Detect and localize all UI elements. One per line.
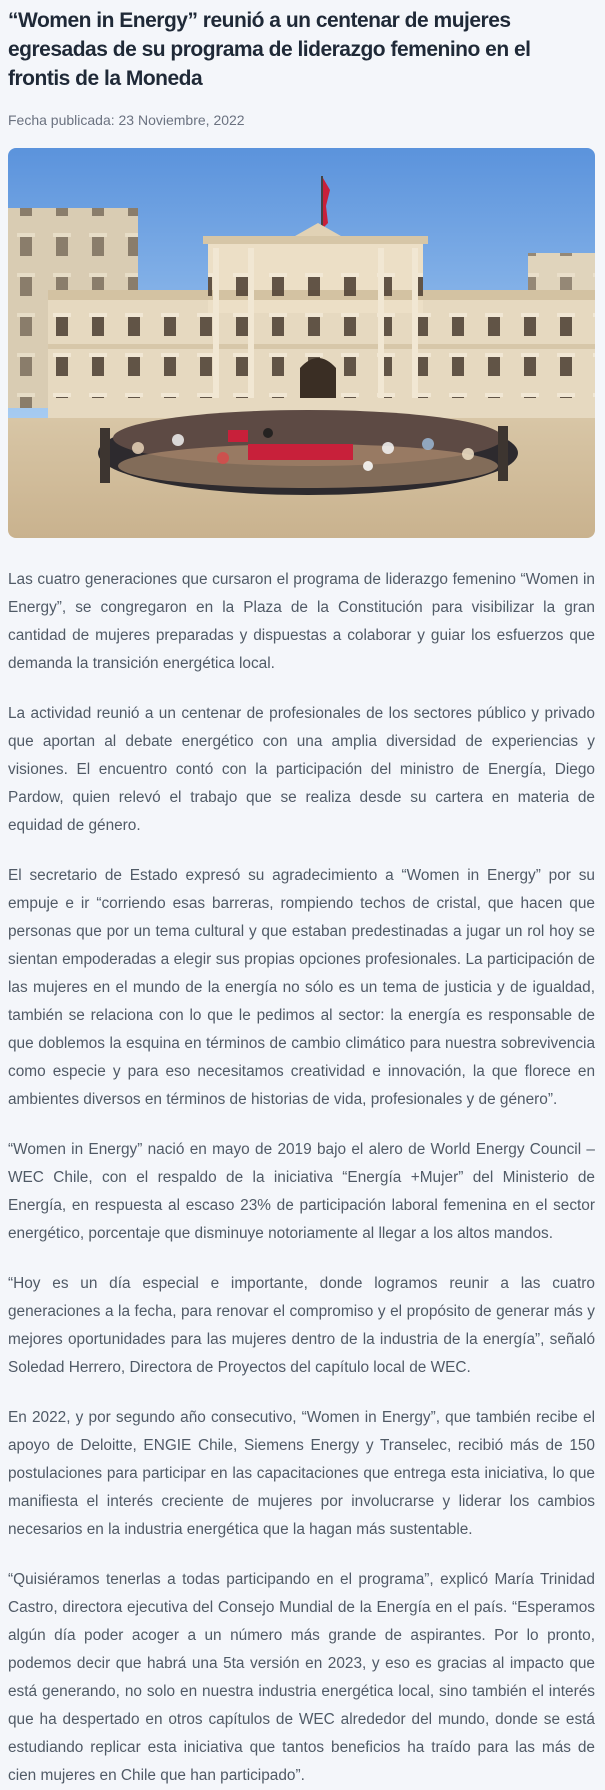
paragraph: “Hoy es un día especial e importante, donde logramos reunir a las cuatro generaciones a la fecha, para renovar el compromiso y el propósito de generar más y mejores oportunidades para las mujeres dentro de la industria de la energía”, señaló Soledad Herrero, Directora de Proyectos del capítulo local de WEC.: [8, 1275, 595, 1376]
paragraph: La actividad reunió a un centenar de profesionales de los sectores público y privado que aportan al debate energético con una amplia diversidad de experiencias y visiones. El encuentro contó con la participación del ministro de Energía, Diego Pardow, quien relevó el trabajo que se realiza desde su cartera en materia de equidad de género.: [8, 705, 595, 834]
paragraph: El secretario de Estado expresó su agradecimiento a “Women in Energy” por su empuje e ir “corriendo esas barreras, rompiendo techos de cristal, que hacen que personas que por un tema cultural y que estaban predestinadas a jugar un rol hoy se sientan empoderadas a elegir sus propias opciones profesionales. La participación de las mujeres en el mundo de la energía no sólo es un tema de justicia y de igualdad, también se relaciona con lo que le pedimos al sector: la energía es responsable de que doblemos la esquina en términos de cambio climático para nuestra sobrevivencia como especie y para eso necesitamos creatividad e innovación, la que florece en ambientes diversos en términos de historias de vida, profesionales y de género”.: [8, 867, 595, 1108]
paragraph: “Women in Energy” nació en mayo de 2019 bajo el alero de World Energy Council – WEC Chile, con el respaldo de la iniciativa “Energía +Mujer” del Ministerio de Energía, en respuesta al escaso 23% de participación laboral femenina en el sector energético, porcentaje que disminuye notoriamente al llegar a los altos mandos.: [8, 1141, 595, 1242]
publish-date: Fecha publicada: 23 Noviembre, 2022: [8, 112, 245, 128]
article-body: [8, 566, 595, 1790]
paragraph: En 2022, y por segundo año consecutivo, “Women in Energy”, que también recibe el apoyo de Deloitte, ENGIE Chile, Siemens Energy y Transelec, recibió más de 150 postulaciones para participar en las capacitaciones que entrega esta iniciativa, lo que manifiesta el interés creciente de mujeres por involucrarse y liderar los cambios necesarios en la industria energética que la hagan más sustentable.: [8, 1409, 595, 1538]
paragraph: Las cuatro generaciones que cursaron el programa de liderazgo femenino “Women in Energy”, se congregaron en la Plaza de la Constitución para visibilizar la gran cantidad de mujeres preparadas y dispuestas a colaborar y guiar los esfuerzos que demanda la transición energética local.: [8, 571, 595, 672]
paragraph: “Quisiéramos tenerlas a todas participando en el programa”, explicó María Trinidad Castro, directora ejecutiva del Consejo Mundial de la Energía en el país. “Esperamos algún día poder acoger a un número más grande de aspirantes. Por lo pronto, podemos decir que habrá una 5ta versión en 2023, y eso es gracias al impacto que está generando, no solo en nuestra industria energética local, sino también el interés que ha despertado en otros capítulos de WEC alrededor del mundo, donde se está estudiando replicar esta iniciativa que tantos beneficios ha traído para las más de cien mujeres en Chile que han participado”.: [8, 1571, 595, 1784]
hero-photo: [8, 148, 595, 538]
article-title: “Women in Energy” reunió a un centenar de mujeres egresadas de su programa de liderazgo femenino en el frontis de la Moneda: [8, 9, 531, 90]
